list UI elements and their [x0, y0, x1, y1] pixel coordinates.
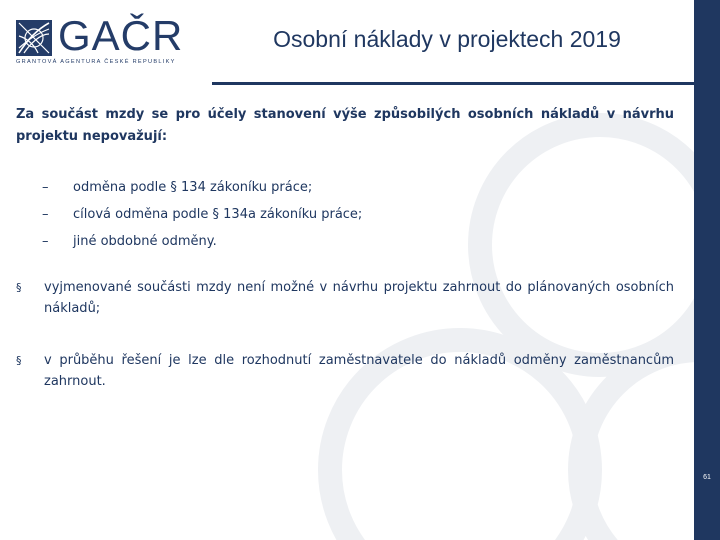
lead-paragraph: Za součást mzdy se pro účely stanovení výše způsobilých osobních nákladů v návrhu projektu nepovažují:	[16, 107, 674, 144]
slide-title: Osobní náklady v projektech 2019	[273, 26, 621, 52]
slide-content	[16, 104, 674, 423]
list-item-text: jiné obdobné odměny.	[73, 234, 217, 249]
list-item	[42, 174, 674, 201]
bullet-text: v průběhu řešení je lze dle rozhodnutí zaměstnavatele do nákladů odměny zaměstnancům zahrnout.	[44, 353, 674, 389]
page-number: 61	[703, 474, 711, 481]
bullet-marker: §	[16, 354, 22, 367]
logo-subtitle: GRANTOVÁ AGENTURA ČESKÉ REPUBLIKY	[16, 59, 176, 65]
bullet-text: vyjmenované součásti mzdy není možné v návrhu projektu zahrnout do plánovaných osobních nákladů;	[44, 280, 674, 316]
bullet-marker: §	[16, 281, 22, 294]
bullet-item	[16, 277, 674, 319]
list-item	[42, 228, 674, 255]
dash-marker: –	[42, 180, 49, 195]
dash-marker: –	[42, 207, 49, 222]
list-item	[42, 201, 674, 228]
right-accent-bar	[694, 0, 720, 540]
gacr-logo	[14, 12, 184, 72]
title-underline	[212, 82, 694, 85]
list-item-text: odměna podle § 134 zákoníku práce;	[73, 180, 313, 195]
bullet-item	[16, 350, 674, 392]
list-item-text: cílová odměna podle § 134a zákoníku práce;	[73, 207, 363, 222]
gacr-emblem-icon	[16, 20, 52, 56]
logo-wordmark: GAČR	[58, 12, 184, 59]
bullet-list	[16, 277, 674, 392]
excluded-items-list	[42, 174, 674, 255]
dash-marker: –	[42, 234, 49, 249]
